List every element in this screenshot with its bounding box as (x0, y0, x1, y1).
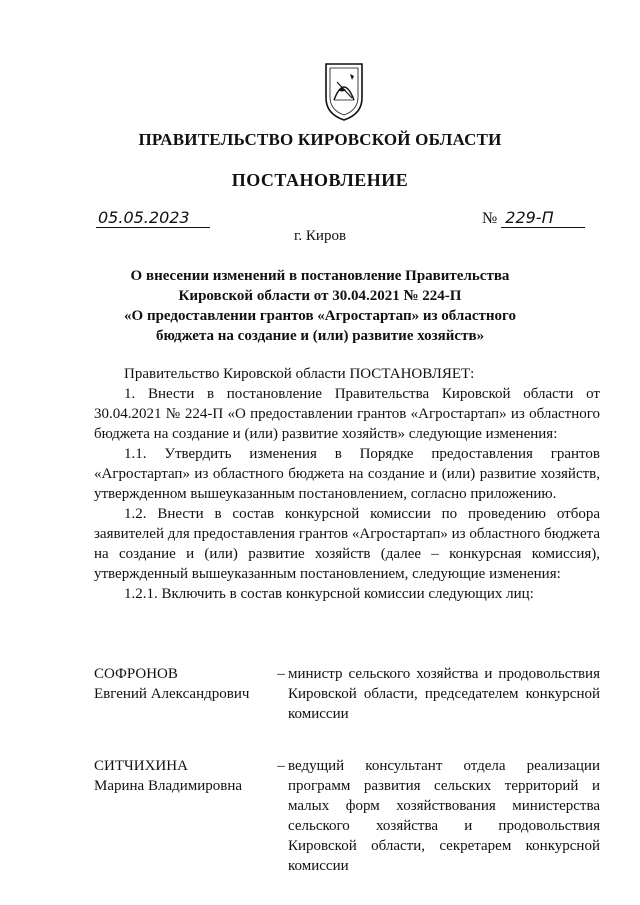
member-given-names: Марина Владимировна (94, 778, 243, 794)
member-row (94, 664, 600, 724)
commission-members (94, 664, 600, 894)
member-name (94, 756, 274, 876)
document-type: ПОСТАНОВЛЕНИЕ (231, 170, 409, 190)
preamble: Правительство Кировской области ПОСТАНОВЛЯЕТ: (124, 366, 475, 382)
member-surname: СОФРОНОВ (94, 666, 178, 682)
paragraph-1-1: 1.1. Утвердить изменения в Порядке предоставления грантов «Агростартап» из областного бюджета на создание и (или) развитие хозяйств, утвержденном вышеуказанным постановлением, согласно приложению. (94, 446, 600, 502)
paragraph-1-2: 1.2. Внести в состав конкурсной комиссии по проведению отбора заявителей для предоставления грантов «Агростартап» из областного бюджета на создание и (или) развитие хозяйств (далее – конкурсная комиссия), утвержденный вышеуказанным постановлением, следующие изменения: (94, 506, 600, 582)
member-given-names: Евгений Александрович (94, 686, 250, 702)
title-line: Кировской области от 30.04.2021 № 224-П (178, 288, 462, 304)
document-number (482, 208, 592, 228)
member-surname: СИТЧИХИНА (94, 758, 188, 774)
government-name: ПРАВИТЕЛЬСТВО КИРОВСКОЙ ОБЛАСТИ (138, 130, 502, 149)
member-role: министр сельского хозяйства и продовольствия Кировской области, председателем конкурсной комиссии (288, 666, 600, 722)
document-body (94, 364, 600, 604)
paragraph-1: 1. Внести в постановление Правительства Кировской области от 30.04.2021 № 224-П «О предоставлении грантов «Агростартап» из областного бюджета на создание и (или) развитие хозяйств» следующие изменения: (94, 386, 600, 442)
title-line: бюджета на создание и (или) развитие хозяйств» (155, 328, 485, 344)
member-name (94, 664, 274, 724)
number-value: 229-П (501, 208, 585, 228)
coat-of-arms-emblem (322, 60, 366, 122)
title-line: «О предоставлении грантов «Агростартап» из областного (124, 308, 516, 324)
member-role: ведущий консультант отдела реализации программ развития сельских территорий и малых форм хозяйствования министерства сельского хозяйства и продовольствия Кировской области, секретарем конкурсной комиссии (288, 758, 600, 874)
title-line: О внесении изменений в постановление Правительства (130, 268, 510, 284)
document-date: 05.05.2023 (96, 208, 210, 228)
paragraph-1-2-1: 1.2.1. Включить в состав конкурсной комиссии следующих лиц: (124, 586, 534, 602)
document-title (120, 266, 520, 346)
city: г. Киров (293, 228, 347, 244)
member-dash: – (277, 758, 285, 774)
member-row (94, 756, 600, 876)
member-dash: – (277, 666, 285, 682)
number-label: № (482, 210, 498, 227)
